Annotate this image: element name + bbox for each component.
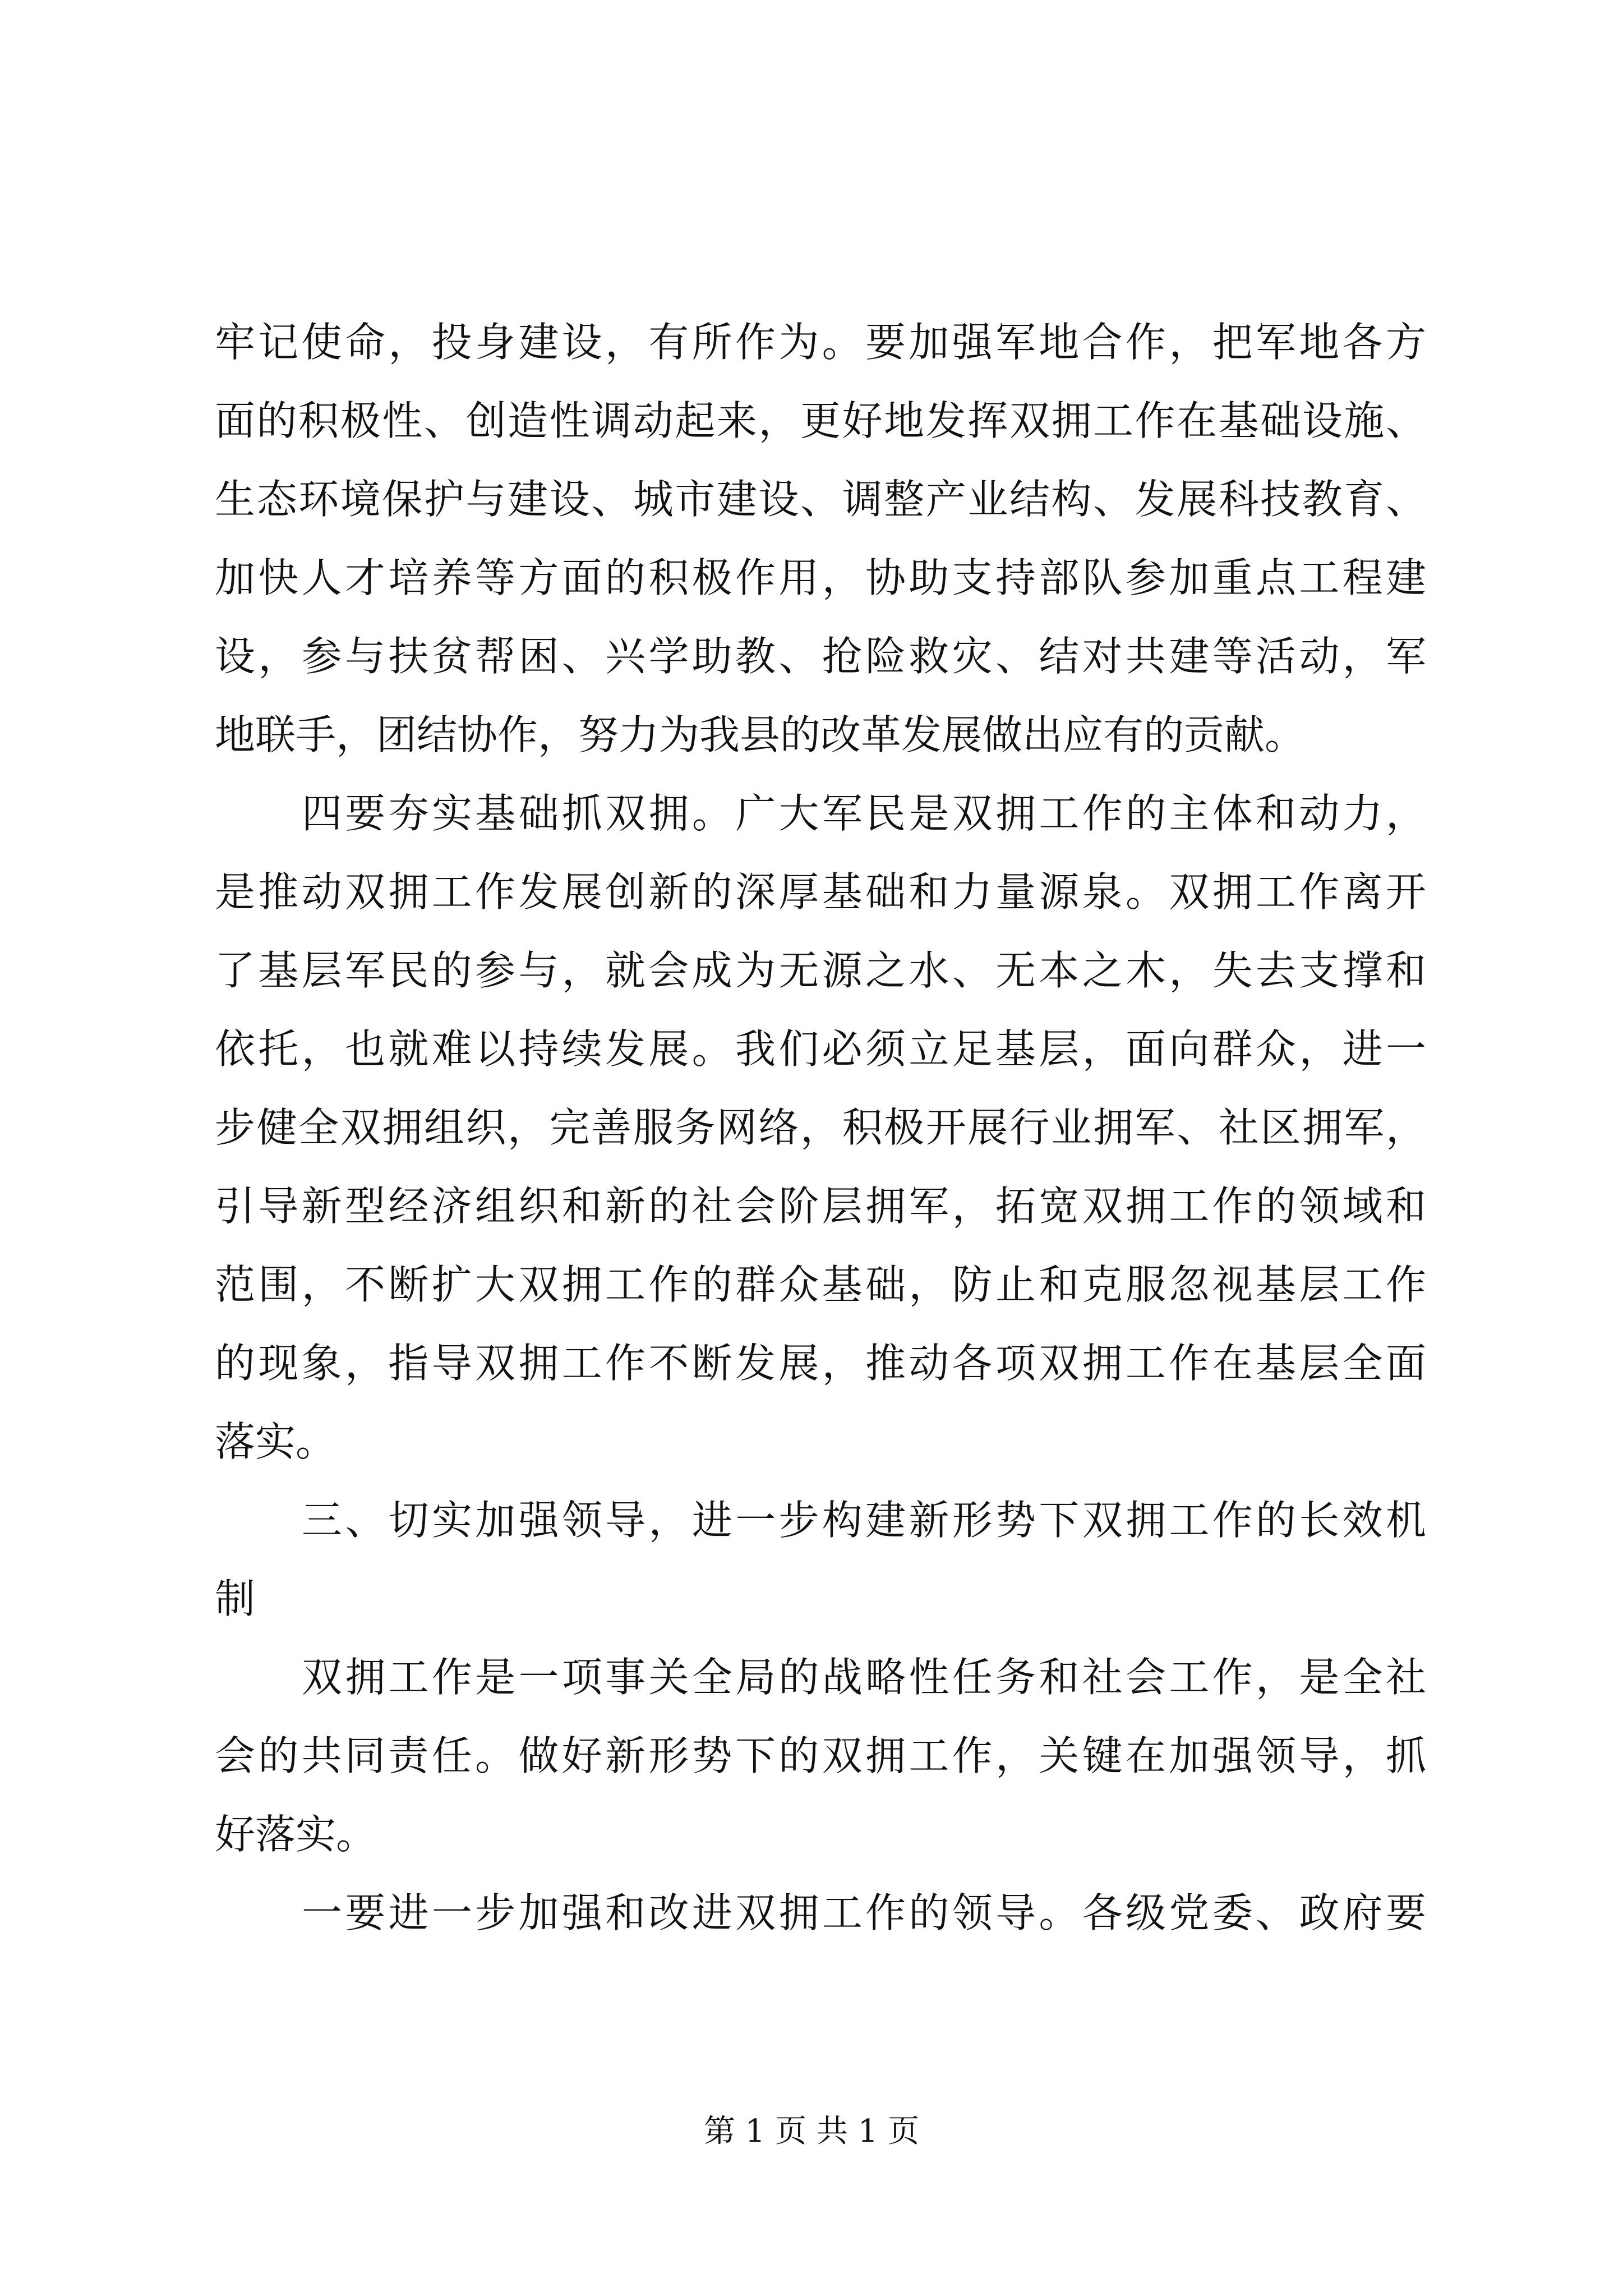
page-number-footer: 第 1 页 共 1 页 <box>703 2113 920 2150</box>
text-line: 牢记使命，投身建设，有所作为。要加强军地合作，把军地各方 <box>215 319 1426 366</box>
text-line: 生态环境保护与建设、城市建设、调整产业结构、发展科技教育、 <box>215 476 1426 523</box>
section-heading: 三、切实加强领导，进一步构建新形势下双拥工作的长效机 <box>302 1497 1426 1544</box>
text-line: 加快人才培养等方面的积极作用，协助支持部队参加重点工程建 <box>215 554 1426 601</box>
text-line: 落实。 <box>215 1418 336 1465</box>
text-line: 步健全双拥组织，完善服务网络，积极开展行业拥军、社区拥军， <box>215 1104 1426 1151</box>
text-line: 依托，也就难以持续发展。我们必须立足基层，面向群众，进一 <box>215 1025 1426 1073</box>
text-line: 面的积极性、创造性调动起来，更好地发挥双拥工作在基础设施、 <box>215 397 1426 444</box>
text-line: 范围，不断扩大双拥工作的群众基础，防止和克服忽视基层工作 <box>215 1261 1426 1308</box>
text-line: 了基层军民的参与，就会成为无源之水、无本之木，失去支撑和 <box>215 947 1426 994</box>
paragraph-first-line: 一要进一步加强和改进双拥工作的领导。各级党委、政府要 <box>302 1889 1426 1936</box>
text-line: 好落实。 <box>215 1811 377 1858</box>
section-heading-continued: 制 <box>215 1575 256 1622</box>
text-line: 是推动双拥工作发展创新的深厚基础和力量源泉。双拥工作离开 <box>215 868 1426 915</box>
paragraph-first-line: 双拥工作是一项事关全局的战略性任务和社会工作，是全社 <box>302 1654 1426 1701</box>
text-line: 引导新型经济组织和新的社会阶层拥军，拓宽双拥工作的领域和 <box>215 1182 1426 1230</box>
text-line: 会的共同责任。做好新形势下的双拥工作，关键在加强领导，抓 <box>215 1732 1426 1779</box>
text-line: 地联手，团结协作，努力为我县的改革发展做出应有的贡献。 <box>215 711 1306 758</box>
text-line: 的现象，指导双拥工作不断发展，推动各项双拥工作在基层全面 <box>215 1340 1426 1387</box>
paragraph-first-line: 四要夯实基础抓双拥。广大军民是双拥工作的主体和动力， <box>302 790 1426 837</box>
text-line: 设，参与扶贫帮困、兴学助教、抢险救灾、结对共建等活动，军 <box>215 633 1426 680</box>
